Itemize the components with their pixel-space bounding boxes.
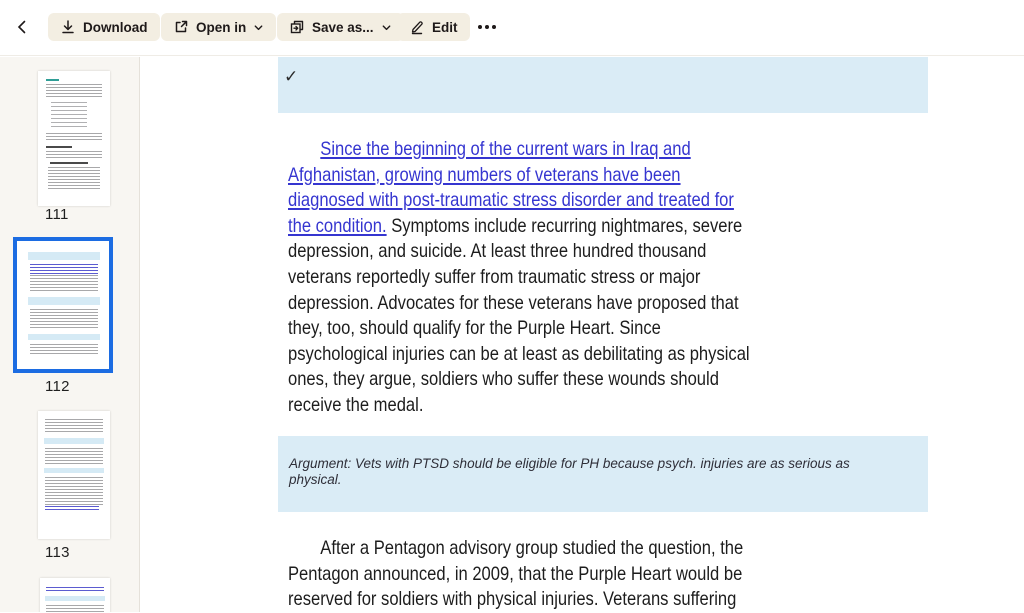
download-label: Download <box>83 19 148 35</box>
body-text: physical. <box>289 472 342 487</box>
chevron-down-icon <box>253 22 264 33</box>
body-text: ones, they argue, soldiers who suffer these wounds should <box>288 368 719 391</box>
body-text: they, too, should qualify for the Purple Heart. Since <box>288 317 661 340</box>
page-thumbnail-111[interactable] <box>38 71 110 206</box>
body-text: depression, and suicide. At least three hundred thousand <box>288 240 707 263</box>
underlined-text: Afghanistan, growing numbers of veterans have been <box>288 163 681 186</box>
toolbar <box>0 0 1024 56</box>
document-text-line <box>288 342 750 368</box>
highlight-box-top <box>278 57 928 113</box>
chevron-left-icon <box>14 19 30 38</box>
body-text: Pentagon announced, in 2009, that the Purple Heart would be <box>288 562 743 585</box>
ellipsis-icon <box>478 25 496 29</box>
document-text-line <box>288 587 743 613</box>
annotation-highlight-box <box>278 436 928 512</box>
paragraph-ptsd <box>288 137 750 419</box>
document-text-line <box>288 163 750 189</box>
annotation-note <box>289 456 928 488</box>
page-thumbnail-partial[interactable] <box>40 578 110 612</box>
paragraph-pentagon <box>288 536 743 613</box>
save-as-icon <box>289 19 305 35</box>
checkmark-annotation: ✓ <box>284 67 299 86</box>
document-viewer[interactable] <box>141 57 1024 612</box>
body-text: reserved for soldiers with physical injuries. Veterans suffering <box>288 588 737 611</box>
document-text-line <box>288 214 750 240</box>
more-options-button[interactable] <box>472 13 502 41</box>
page-number-label: 113 <box>45 544 70 561</box>
body-text: veterans reportedly suffer from traumatic stress or major <box>288 265 701 288</box>
document-text-line <box>288 188 750 214</box>
document-text-line <box>288 367 750 393</box>
download-button[interactable] <box>48 13 160 41</box>
save-as-button[interactable] <box>277 13 404 41</box>
body-text: After a Pentagon advisory group studied the question, the <box>320 537 744 559</box>
body-text: receive the medal. <box>288 393 424 416</box>
underlined-text: diagnosed with post-traumatic stress disorder and treated for <box>288 189 734 212</box>
document-text-line <box>288 393 750 419</box>
download-icon <box>60 19 76 35</box>
page-thumbnail-112-selected[interactable] <box>13 237 113 373</box>
back-button[interactable] <box>8 14 36 42</box>
document-text-line <box>288 316 750 342</box>
chevron-down-icon <box>381 22 392 33</box>
page-thumbnail-113[interactable] <box>38 411 110 539</box>
pencil-icon <box>409 19 425 35</box>
document-text-line <box>289 472 928 488</box>
document-text-line <box>288 239 750 265</box>
save-as-label: Save as... <box>312 19 374 35</box>
open-in-external-icon <box>173 19 189 35</box>
document-text-line <box>289 456 928 472</box>
body-text: psychological injuries can be at least as debilitating as physical <box>288 342 750 365</box>
document-text-line <box>288 265 750 291</box>
underlined-text: Since the beginning of the current wars in Iraq and <box>320 138 691 160</box>
document-text-line <box>288 536 743 562</box>
open-in-label: Open in <box>196 19 247 35</box>
open-in-button[interactable] <box>161 13 276 41</box>
body-text: Argument: Vets with PTSD should be eligible for PH because psych. injuries are as serious as <box>289 456 850 471</box>
body-text: depression. Advocates for these veterans have proposed that <box>288 291 739 314</box>
page-number-label: 112 <box>45 378 70 395</box>
document-text-line <box>288 291 750 317</box>
page-thumbnails-sidebar <box>0 57 140 612</box>
edit-button[interactable] <box>397 13 470 41</box>
page-112-preview <box>22 246 104 364</box>
body-text: Symptoms include recurring nightmares, severe <box>386 214 743 237</box>
edit-label: Edit <box>432 19 458 35</box>
page-number-label: 111 <box>45 206 69 223</box>
underlined-text: the condition. <box>288 214 387 237</box>
document-text-line <box>288 137 750 163</box>
document-text-line <box>288 562 743 588</box>
